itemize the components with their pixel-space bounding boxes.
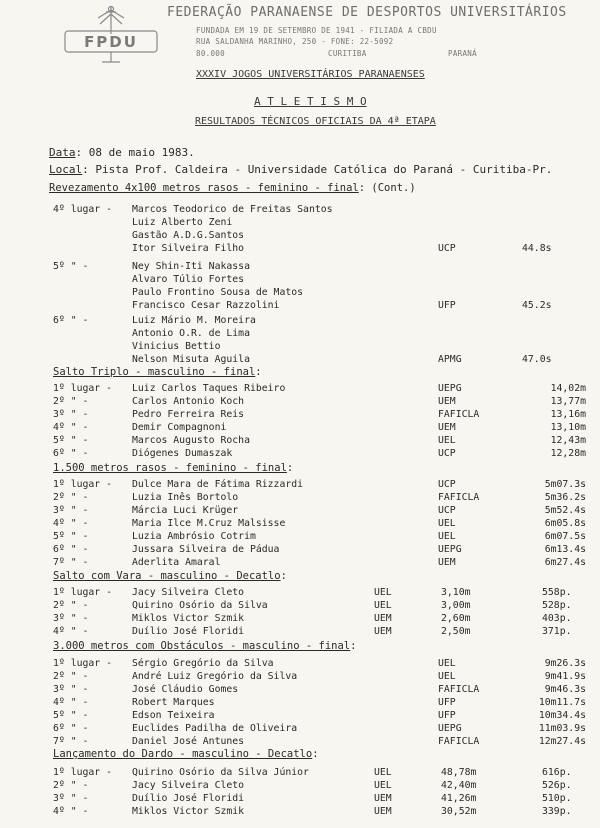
team: UEL bbox=[374, 600, 392, 611]
result-place: 7º " - bbox=[53, 736, 89, 747]
relay-place: 4º lugar - bbox=[53, 204, 112, 215]
section-heading bbox=[53, 570, 287, 582]
relay-member: Paulo Frontino Sousa de Matos bbox=[132, 287, 304, 298]
sport-title: A T L E T I S M O bbox=[254, 95, 367, 108]
local-value: : Pista Prof. Caldeira - Universidade Católica do Paraná - Curitiba-Pr. bbox=[82, 163, 553, 176]
result-place: 5º " - bbox=[53, 435, 89, 446]
team: UEL bbox=[374, 587, 392, 598]
section-heading bbox=[53, 366, 262, 378]
team: UFP bbox=[438, 710, 456, 721]
athlete-name: Jacy Silveira Cleto bbox=[132, 587, 245, 598]
federation-name: FEDERAÇÃO PARANAENSE DE DESPORTOS UNIVERSITÁRIOS bbox=[167, 5, 567, 20]
team: UEL bbox=[438, 435, 456, 446]
result: 9m26.3s bbox=[544, 658, 586, 669]
section-heading-text: 3.000 metros com Obstáculos - masculino - final bbox=[53, 640, 351, 652]
athlete-name: Edson Teixeira bbox=[132, 710, 215, 721]
athlete-name: Jacy Silveira Cleto bbox=[132, 780, 245, 791]
points: 526p. bbox=[542, 780, 572, 791]
section-heading-text: Salto com Vara - masculino - Decatlo bbox=[53, 570, 281, 582]
section-heading-text: 1.500 metros rasos - feminino - final bbox=[53, 462, 287, 474]
athlete-name: Diógenes Dumaszak bbox=[132, 448, 233, 459]
relay-member: Marcos Teodorico de Freitas Santos bbox=[132, 204, 333, 215]
result-place: 3º " - bbox=[53, 505, 89, 516]
section-heading-text: Salto Triplo - masculino - final bbox=[53, 366, 256, 378]
result-place: 2º " - bbox=[53, 396, 89, 407]
team: FAFICLA bbox=[438, 409, 480, 420]
date-value: : 08 de maio 1983. bbox=[75, 146, 195, 159]
team: UCP bbox=[438, 479, 456, 490]
result-place: 4º " - bbox=[53, 626, 89, 637]
result-place: 6º " - bbox=[53, 723, 89, 734]
result-place: 4º " - bbox=[53, 518, 89, 529]
athlete-name: Euclides Padilha de Oliveira bbox=[132, 723, 298, 734]
athlete-name: Daniel José Antunes bbox=[132, 736, 245, 747]
section-heading bbox=[53, 748, 319, 760]
athlete-name: Quirino Osório da Silva bbox=[132, 600, 268, 611]
mark: 42,40m bbox=[441, 780, 477, 791]
result-place: 2º " - bbox=[53, 600, 89, 611]
mark: 3,00m bbox=[441, 600, 471, 611]
mark: 3,10m bbox=[441, 587, 471, 598]
relay-time: 44.8s bbox=[522, 243, 552, 254]
team: UEM bbox=[438, 396, 456, 407]
team: UEL bbox=[374, 767, 392, 778]
team: FAFICLA bbox=[438, 736, 480, 747]
points: 403p. bbox=[542, 613, 572, 624]
team: UEM bbox=[438, 557, 456, 568]
section-heading bbox=[53, 640, 356, 652]
athlete-name: Luzia Inês Bortolo bbox=[132, 492, 239, 503]
result: 10m34.4s bbox=[538, 710, 586, 721]
athlete-name: Pedro Ferreira Reis bbox=[132, 409, 245, 420]
fpdu-logo bbox=[62, 4, 160, 66]
athlete-name: Luzia Ambrósio Cotrim bbox=[132, 531, 256, 542]
relay-team: UCP bbox=[438, 243, 456, 254]
relay-heading-suffix: : (Cont.) bbox=[358, 182, 416, 194]
team: UEL bbox=[438, 518, 456, 529]
relay-member: Antonio O.R. de Lima bbox=[132, 328, 250, 339]
result-place: 1º lugar - bbox=[53, 658, 112, 669]
team: UEM bbox=[374, 626, 392, 637]
team: UEPG bbox=[438, 544, 462, 555]
result: 12,43m bbox=[550, 435, 586, 446]
date-label: Data bbox=[49, 146, 76, 159]
mark: 48,78m bbox=[441, 767, 477, 778]
relay-heading bbox=[49, 182, 416, 194]
mark: 2,60m bbox=[441, 613, 471, 624]
local-label: Local bbox=[49, 163, 83, 176]
relay-member: Luiz Alberto Zeni bbox=[132, 217, 233, 228]
team: UEL bbox=[438, 658, 456, 669]
athlete-name: Márcia Luci Krüger bbox=[132, 505, 239, 516]
relay-team: APMG bbox=[438, 354, 462, 365]
result-place: 3º " - bbox=[53, 409, 89, 420]
result: 5m36.2s bbox=[544, 492, 586, 503]
athlete-name: Marcos Augusto Rocha bbox=[132, 435, 250, 446]
athlete-name: Robert Marques bbox=[132, 697, 215, 708]
relay-member: Francisco Cesar Razzolini bbox=[132, 300, 280, 311]
result: 13,16m bbox=[550, 409, 586, 420]
mark: 2,50m bbox=[441, 626, 471, 637]
result: 5m07.3s bbox=[544, 479, 586, 490]
relay-member: Luiz Mário M. Moreira bbox=[132, 315, 256, 326]
section-heading-colon: : bbox=[280, 570, 287, 582]
relay-team: UFP bbox=[438, 300, 456, 311]
points: 558p. bbox=[542, 587, 572, 598]
result-place: 6º " - bbox=[53, 448, 89, 459]
result: 10m11.7s bbox=[538, 697, 586, 708]
local-line bbox=[49, 163, 552, 176]
relay-place: 5º " - bbox=[53, 261, 89, 272]
points: 528p. bbox=[542, 600, 572, 611]
athlete-name: Demir Compagnoni bbox=[132, 422, 227, 433]
mark: 30,52m bbox=[441, 806, 477, 817]
team: UEM bbox=[374, 806, 392, 817]
result: 9m41.9s bbox=[544, 671, 586, 682]
relay-time: 47.0s bbox=[522, 354, 552, 365]
athlete-name: Carlos Antonio Koch bbox=[132, 396, 245, 407]
points: 371p. bbox=[542, 626, 572, 637]
relay-member: Itor Silveira Filho bbox=[132, 243, 245, 254]
relay-time: 45.2s bbox=[522, 300, 552, 311]
result-place: 2º " - bbox=[53, 780, 89, 791]
athlete-name: Aderlita Amaral bbox=[132, 557, 221, 568]
result: 14,02m bbox=[550, 383, 586, 394]
section-heading-colon: : bbox=[255, 366, 262, 378]
athlete-name: Sérgio Gregório da Silva bbox=[132, 658, 274, 669]
section-heading-text: Lançamento do Dardo - masculino - Decatlo bbox=[53, 748, 313, 760]
result: 5m52.4s bbox=[544, 505, 586, 516]
team: UEPG bbox=[438, 723, 462, 734]
result-place: 1º lugar - bbox=[53, 479, 112, 490]
logo-text: FPDU bbox=[84, 33, 138, 51]
relay-member: Vinicius Bettio bbox=[132, 341, 221, 352]
result-place: 5º " - bbox=[53, 710, 89, 721]
team: FAFICLA bbox=[438, 492, 480, 503]
athlete-name: José Cláudio Gomes bbox=[132, 684, 239, 695]
points: 339p. bbox=[542, 806, 572, 817]
date-line bbox=[49, 146, 195, 159]
team: UEL bbox=[438, 671, 456, 682]
points: 616p. bbox=[542, 767, 572, 778]
team: UCP bbox=[438, 448, 456, 459]
mark: 41,26m bbox=[441, 793, 477, 804]
results-title: RESULTADOS TÉCNICOS OFICIAIS DA 4ª ETAPA bbox=[195, 116, 436, 127]
result: 6m07.5s bbox=[544, 531, 586, 542]
relay-member: Nelson Misuta Aguila bbox=[132, 354, 250, 365]
address-line: RUA SALDANHA MARINHO, 250 - FONE: 22-5092 bbox=[196, 37, 394, 46]
team: UEM bbox=[374, 793, 392, 804]
result-place: 4º " - bbox=[53, 806, 89, 817]
result-place: 6º " - bbox=[53, 544, 89, 555]
result-place: 4º " - bbox=[53, 422, 89, 433]
section-heading bbox=[53, 462, 293, 474]
founded-line: FUNDADA EM 19 DE SETEMBRO DE 1941 - FILIADA A CBDU bbox=[196, 26, 437, 35]
relay-place: 6º " - bbox=[53, 315, 89, 326]
athlete-name: Maria Ilce M.Cruz Malsisse bbox=[132, 518, 286, 529]
athlete-name: Miklos Victor Szmik bbox=[132, 806, 245, 817]
athlete-name: Miklos Victor Szmik bbox=[132, 613, 245, 624]
result-place: 5º " - bbox=[53, 531, 89, 542]
event-title: XXXIV JOGOS UNIVERSITÁRIOS PARANAENSES bbox=[196, 69, 425, 80]
athlete-name: Quirino Osório da Silva Júnior bbox=[132, 767, 309, 778]
section-heading-colon: : bbox=[312, 748, 319, 760]
state: PARANÁ bbox=[448, 49, 477, 58]
result: 12,28m bbox=[550, 448, 586, 459]
team: UEL bbox=[374, 780, 392, 791]
team: UEL bbox=[438, 531, 456, 542]
result-place: 7º " - bbox=[53, 557, 89, 568]
athlete-name: Jussara Silveira de Pádua bbox=[132, 544, 280, 555]
relay-member: Ney Shin-Iti Nakassa bbox=[132, 261, 250, 272]
athlete-name: André Luiz Gregório da Silva bbox=[132, 671, 298, 682]
result-place: 2º " - bbox=[53, 492, 89, 503]
athlete-name: Dulce Mara de Fátima Rizzardi bbox=[132, 479, 304, 490]
section-heading-colon: : bbox=[286, 462, 294, 474]
city: CURITIBA bbox=[328, 49, 367, 58]
result-place: 3º " - bbox=[53, 793, 89, 804]
result: 9m46.3s bbox=[544, 684, 586, 695]
result-place: 2º " - bbox=[53, 671, 89, 682]
team: UEM bbox=[374, 613, 392, 624]
team: UCP bbox=[438, 505, 456, 516]
section-heading-colon: : bbox=[350, 640, 357, 652]
result: 13,10m bbox=[550, 422, 586, 433]
relay-member: Alvaro Túlio Fortes bbox=[132, 274, 245, 285]
relay-member: Gastão A.D.G.Santos bbox=[132, 230, 245, 241]
athlete-name: Luiz Carlos Taques Ribeiro bbox=[132, 383, 286, 394]
cep: 80.000 bbox=[196, 49, 225, 58]
result: 11m03.9s bbox=[538, 723, 586, 734]
result: 13,77m bbox=[550, 396, 586, 407]
result-place: 1º lugar - bbox=[53, 587, 112, 598]
result-place: 3º " - bbox=[53, 613, 89, 624]
points: 510p. bbox=[542, 793, 572, 804]
result: 6m05.8s bbox=[544, 518, 586, 529]
team: UEPG bbox=[438, 383, 462, 394]
athlete-name: Duílio José Floridi bbox=[132, 793, 245, 804]
team: UEM bbox=[438, 422, 456, 433]
result-place: 1º lugar - bbox=[53, 383, 112, 394]
result: 6m27.4s bbox=[544, 557, 586, 568]
relay-heading-text: Revezamento 4x100 metros rasos - feminino - final bbox=[49, 182, 359, 194]
result-place: 3º " - bbox=[53, 684, 89, 695]
team: FAFICLA bbox=[438, 684, 480, 695]
team: UFP bbox=[438, 697, 456, 708]
result-place: 1º lugar - bbox=[53, 767, 112, 778]
athlete-name: Duílio José Floridi bbox=[132, 626, 245, 637]
result: 12m27.4s bbox=[538, 736, 586, 747]
result: 6m13.4s bbox=[544, 544, 586, 555]
result-place: 4º " - bbox=[53, 697, 89, 708]
